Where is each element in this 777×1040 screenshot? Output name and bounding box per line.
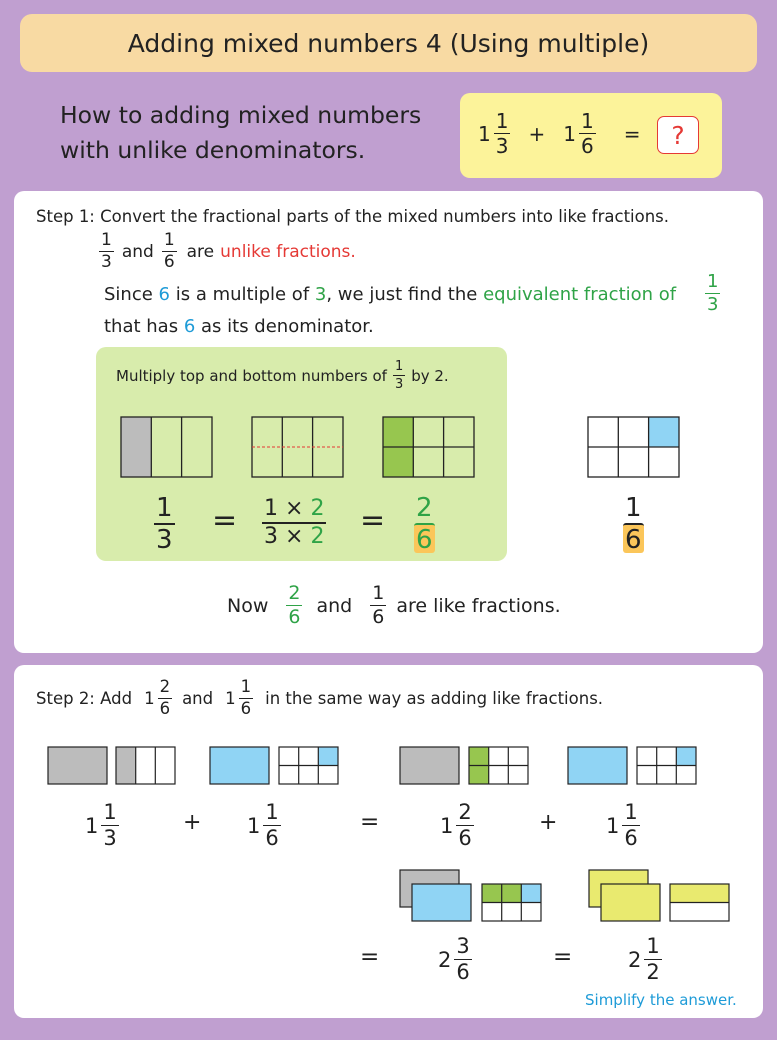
question-mark-box: ?	[657, 116, 699, 154]
howto-line-1: How to adding mixed numbers	[60, 101, 422, 129]
eq-one-sixth: $\frac{1}{6}$	[625, 493, 642, 555]
simplify-note: Simplify the answer.	[585, 991, 737, 1009]
howto-text	[60, 98, 421, 168]
question-expression	[478, 111, 640, 156]
question-equals: =	[623, 121, 641, 146]
s2-equals-3: =	[553, 944, 573, 970]
eq-one-third: $\frac{1}{3}$	[156, 493, 173, 555]
multiply-instruction: Multiply top and bottom numbers of $\frac{1}{3}$ by 2.	[116, 359, 449, 392]
step1-since-line: Since 6 is a multiple of 3, we just find the equivalent fraction of	[104, 284, 677, 305]
now-like-fractions: Now $\frac{2}{6}$ and $\frac{1}{6}$ are like fractions.	[227, 582, 561, 628]
s2-plus-2: +	[539, 810, 558, 835]
s2-mixed-2-1-2: 2 $\frac{1}{2}$	[628, 934, 660, 984]
question-mixed-1: 1 $\frac{1}{3}$	[478, 109, 509, 158]
question-plus: +	[528, 121, 546, 146]
step1-fraction-bars	[96, 347, 697, 561]
question-box	[460, 93, 722, 178]
s2-equals-1: =	[360, 809, 380, 835]
s2-equals-2: =	[360, 944, 380, 970]
title-text: Adding mixed numbers 4 (Using multiple)	[127, 28, 650, 58]
step1-unlike-line: $\frac{1}{3}$ and $\frac{1}{6}$ are unlike fractions.	[101, 230, 356, 272]
equiv-fraction: $\frac{1}{3}$	[707, 271, 719, 315]
page-title	[20, 14, 757, 72]
s2-mixed-1-2-6: 1 $\frac{2}{6}$	[440, 800, 472, 850]
s2-mixed-1-1-6: 1 $\frac{1}{6}$	[247, 800, 279, 850]
unlike-fractions-label: unlike fractions.	[220, 241, 356, 262]
step1-denominator-line: that has 6 as its denominator.	[104, 316, 374, 337]
s2-mixed-1-1-3: 1 $\frac{1}{3}$	[85, 800, 117, 850]
step1-heading: Step 1: Convert the fractional parts of the mixed numbers into like fractions.	[36, 207, 670, 226]
s2-plus-1: +	[183, 810, 202, 835]
eq-two-sixths: $\frac{2}{6}$	[416, 493, 433, 555]
bar-one-third	[121, 417, 212, 477]
question-mixed-2: 1 $\frac{1}{6}$	[563, 109, 594, 158]
s2-mixed-2-3-6: 2 $\frac{3}{6}$	[438, 934, 470, 984]
eq-multiply: $\frac{1 \times 2}{3 \times 2}$	[264, 496, 325, 549]
howto-line-2: with unlike denominators.	[60, 136, 366, 164]
bar-one-sixth	[588, 417, 679, 477]
s2-mixed-1-1-6-b: 1 $\frac{1}{6}$	[606, 800, 638, 850]
eq-equals-2: =	[360, 503, 386, 538]
step2-heading: Step 2: Add 1 $\frac{2}{6}$ and 1 $\frac{1}{6}$ in the same way as adding like fractions.	[36, 677, 604, 718]
bar-split-dashed	[252, 417, 343, 477]
equivalent-fraction-label: equivalent fraction of	[483, 284, 677, 305]
bar-two-sixths	[383, 417, 474, 477]
eq-equals-1: =	[212, 503, 238, 538]
